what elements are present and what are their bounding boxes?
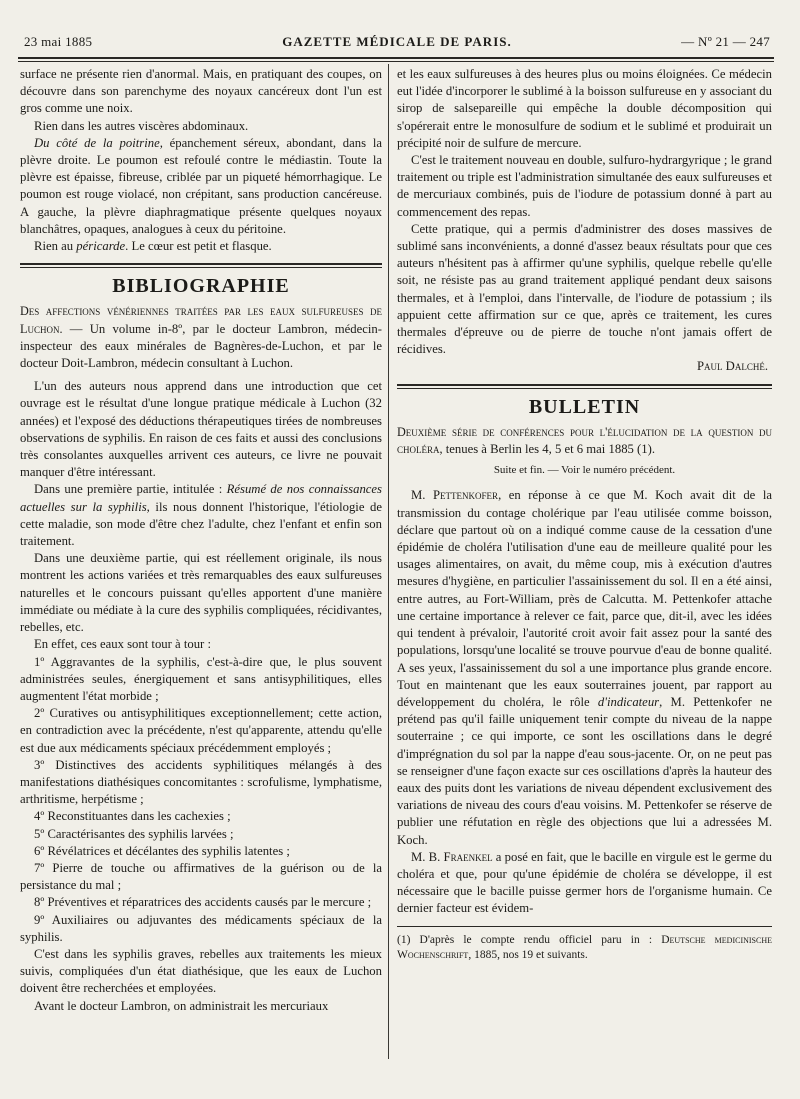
header-date: 23 mai 1885 <box>24 34 93 49</box>
left-column <box>20 66 382 1015</box>
speaker-name: M. B. Fraenkel <box>411 849 493 864</box>
list-item: 8º Préventives et réparatrices des accidents causés par le mercure ; <box>34 895 372 910</box>
issue-page-number: — Nº 21 — 247 <box>681 34 770 49</box>
paragraph-text: ils nous donnent l'historique, l'étiologie de cette maladie, son mode d'être chez l'adulte, chez l'enfant et enfin son traitement. <box>20 499 382 549</box>
conference-reference <box>397 424 772 458</box>
section-rule <box>397 384 772 389</box>
paragraph: Avant le docteur Lambron, on administrait les mercuriaux <box>34 998 329 1013</box>
paragraph: surface ne présente rien d'anormal. Mais, en pratiquant des coupes, on découvre dans son parenchyme des noyaux cancéreux dont l'un est gros comme une noix. <box>20 67 382 116</box>
paragraph-text: . Le cœur est petit et flasque. <box>125 239 272 254</box>
paragraph: En effet, ces eaux sont tour à tour : <box>34 637 211 652</box>
list-item: 2º Curatives ou antisyphilitiques exceptionnellement; cette action, en contradiction avec la précédente, n'est qu'apparente, attendu qu'elle est due aux médicaments spéciaux précédemment employés ; <box>20 706 382 755</box>
journal-title: GAZETTE MÉDICALE DE PARIS. <box>282 34 512 49</box>
header-rule <box>18 57 774 62</box>
paragraph: Rien dans les autres viscères abdominaux. <box>34 118 249 133</box>
paragraph-text: , M. Pettenkofer ne prétend pas qu'il faille uniquement tenir compte du niveau de la nappe souterraine ; ce qui importe, ce sont les oscillations dans le degré d'imprégnation du sol par la nappe d'eau sous-jacente. Or, on ne peut pas se renseigner d'une façon exacte sur ces oscillations d'après la hauteur des eaux des puits dont les variations de niveau dépendent exclusivement des variations de niveau des cours d'eau voisins. M. Pettenkofer se réserve de publier une réfutation en règle des objections que lui a adressées M. Koch. <box>397 694 772 847</box>
reference-title: Deuxième série de conférences pour l'élucidation de la question du choléra, <box>397 424 772 457</box>
paragraph <box>20 481 382 550</box>
section-title-bulletin: BULLETIN <box>528 395 641 418</box>
footnote-text: , 1885, nos 19 et suivants. <box>468 948 588 961</box>
section-title-bibliographie: BIBLIOGRAPHIE <box>112 275 290 298</box>
list-item: 3º Distinctives des accidents syphilitiques mélangés à des manifestations diathésiques concomitantes : scrofulisme, lymphatisme, arthritisme, herpétisme ; <box>20 757 382 807</box>
paragraph: Cette pratique, qui a permis d'administrer des doses massives de sublimé sans inconvénients, a donné d'assez beaux résultats pour que ces auteurs n'hésitent pas à affirmer qu'une syphilis, quelque rebelle qu'elle soit, ne résiste pas au grand traitement appliqué pendant deux saisons thermales, et à l'emploi, dans l'intervalle, de l'iodure de potassium ; ils appuient cette affirmation sur ce que, après ce traitement, les cures thermales d'épreuve ou de pierre de touche n'ont jamais offert de récidives. <box>397 221 772 357</box>
italic-lead: Du côté de la poitrine, <box>34 135 163 150</box>
list-item: 1º Aggravantes de la syphilis, c'est-à-dire que, le plus souvent administrées seules, énergiquement et sans antisyphilitiques, elles augmentent l'état morbide ; <box>20 654 382 703</box>
list-item: 7º Pierre de touche ou affirmatives de la guérison ou de la persistance du mal ; <box>20 860 382 893</box>
section-rule <box>20 263 382 268</box>
numbered-list <box>20 654 382 946</box>
footnote-text: (1) D'après le compte rendu officiel paru in : <box>397 933 662 946</box>
list-item: 6º Révélatrices et décélantes des syphilis latentes ; <box>34 843 290 858</box>
author-signature: Paul Dalché. <box>696 359 768 374</box>
paragraph-text: Rien au <box>34 239 77 254</box>
paragraph: C'est le traitement nouveau en double, sulfuro-hydrargyrique ; le grand traitement ou triple est l'administration simultanée des eaux sulfureuses et de mercuriaux combinés, puis de l'iodure de potassium donné à part au commencement des repas. <box>397 153 772 219</box>
paragraph: C'est dans les syphilis graves, rebelles aux traitements les mieux suivis, compliquées d'un état diathésique, que les eaux de Luchon doivent être recherchées et employées. <box>20 946 382 996</box>
paragraph: Dans une deuxième partie, qui est réellement originale, ils nous montrent les actions variées et très remarquables des eaux sulfureuses naturelles et le concours puissant qu'elles apportent d'une manière immédiate ou médiate à la cure des syphilis compliquées, récidivantes, rebelles, etc. <box>20 551 382 635</box>
footnote <box>397 933 772 963</box>
paragraph-text: Dans une première partie, intitulée : <box>34 482 227 497</box>
reference-details: — Un volume in-8º, par le docteur Lambron, médecin-inspecteur des eaux minérales de Bagnères-de-Luchon, et par le docteur Doit-Lambron, médecin consultant à Luchon. <box>20 321 382 371</box>
paragraph <box>397 487 772 848</box>
list-item: 9º Auxiliaires ou adjuvantes des médicaments spéciaux de la syphilis. <box>20 912 382 944</box>
speaker-name: M. Pettenkofer <box>411 488 499 503</box>
list-item: 4º Reconstituantes dans les cachexies ; <box>34 809 231 824</box>
italic-text: d'indicateur <box>597 694 660 709</box>
paragraph: L'un des auteurs nous apprend dans une introduction que cet ouvrage est le résultat d'une longue pratique médicale à Luchon (32 années) et l'exposé des déductions thérapeutiques tirées de nombreuses observations de syphilis. En raison de ces faits et aussi des conclusions très consolantes auxquelles arrivent ces auteurs, ce livre ne pouvait manquer d'être intéressant. <box>20 379 382 480</box>
footnote-rule <box>397 926 772 927</box>
right-column <box>397 66 772 963</box>
paragraph: et les eaux sulfureuses à des heures plus ou moins éloignées. Ce médecin eut l'idée d'incorporer le sublimé à la boisson sulfureuse en y associant du sirop de salsepareille qui empêche la double décomposition qui s'opérerait entre le monosulfure de sodium et le sublimé et produirait un précipité noir de sulfure de mercure. <box>397 67 772 150</box>
paragraph <box>397 849 772 918</box>
paragraph-text: a posé en fait, que le bacille en virgule est le germe du choléra et que, pour qu'une épidémie de choléra se développe, il est nécessaire que le bacille puisse germer hors de l'organisme humain. Ce dernier facteur est évidem- <box>397 849 772 916</box>
italic-text: Résumé de nos connaissances actuelles sur la syphilis, <box>20 482 382 514</box>
italic-text: péricarde <box>76 239 126 254</box>
reference-title: Des affections vénériennes traitées par les eaux sulfureuses de Luchon. <box>20 304 382 336</box>
book-reference <box>20 303 382 372</box>
reference-details: tenues à Berlin les 4, 5 et 6 mai 1885 (1). <box>442 442 656 457</box>
list-item: 5º Caractérisantes des syphilis larvées ; <box>34 826 234 841</box>
paragraph <box>20 135 382 238</box>
paragraph-text: , en réponse à ce que M. Koch avait dit de la transmission du contage cholérique par l'eau utilisée comme boisson, déclare que partout où on a indiqué comme cause de la cessation d'une épidémie de choléra l'utilisation d'une eau de meilleure qualité pour les usages alimentaires, on avait, du même coup, mis à exécution d'autres mesures d'hygiène, en particulier l'assainissement du sol. Il en a été ainsi, entre autres, au Fort-William, près de Calcutta. M. Pettenkofer attache une certaine importance à relever ce fait, parce que, dit-il, avec les idées qui tendent à prévaloir, l'autorité croit avoir fait assez pour la santé des populations, lorsqu'une localité se trouve pourvue d'eau de bonne qualité. A ses yeux, l'assainissement du sol a une importance plus grande encore. Tout en maintenant que les eaux souterraines jouent, par rapport au développement du choléra, le rôle <box>397 488 772 709</box>
page-header <box>24 30 770 54</box>
paragraph-text: épanchement séreux, abondant, dans la plèvre droite. Le poumon est refoulé contre le médiastin. Toute la plèvre est épaisse, fibreuse, criblée par un piqueté hémorrhagique. Le poumon est rouge violacé, non crépitant, sans production cancéreuse. A gauche, la plèvre diaphragmatique présente quelques noyaux blanchâtres, opaques, analogues à ceux du péritoine. <box>20 135 382 236</box>
paragraph <box>20 238 382 255</box>
continuation-note: Suite et fin. — Voir le numéro précédent. <box>493 464 676 477</box>
column-divider <box>388 64 389 1059</box>
journal-reference: Deutsche medicinische Wochenschrift <box>397 933 772 961</box>
